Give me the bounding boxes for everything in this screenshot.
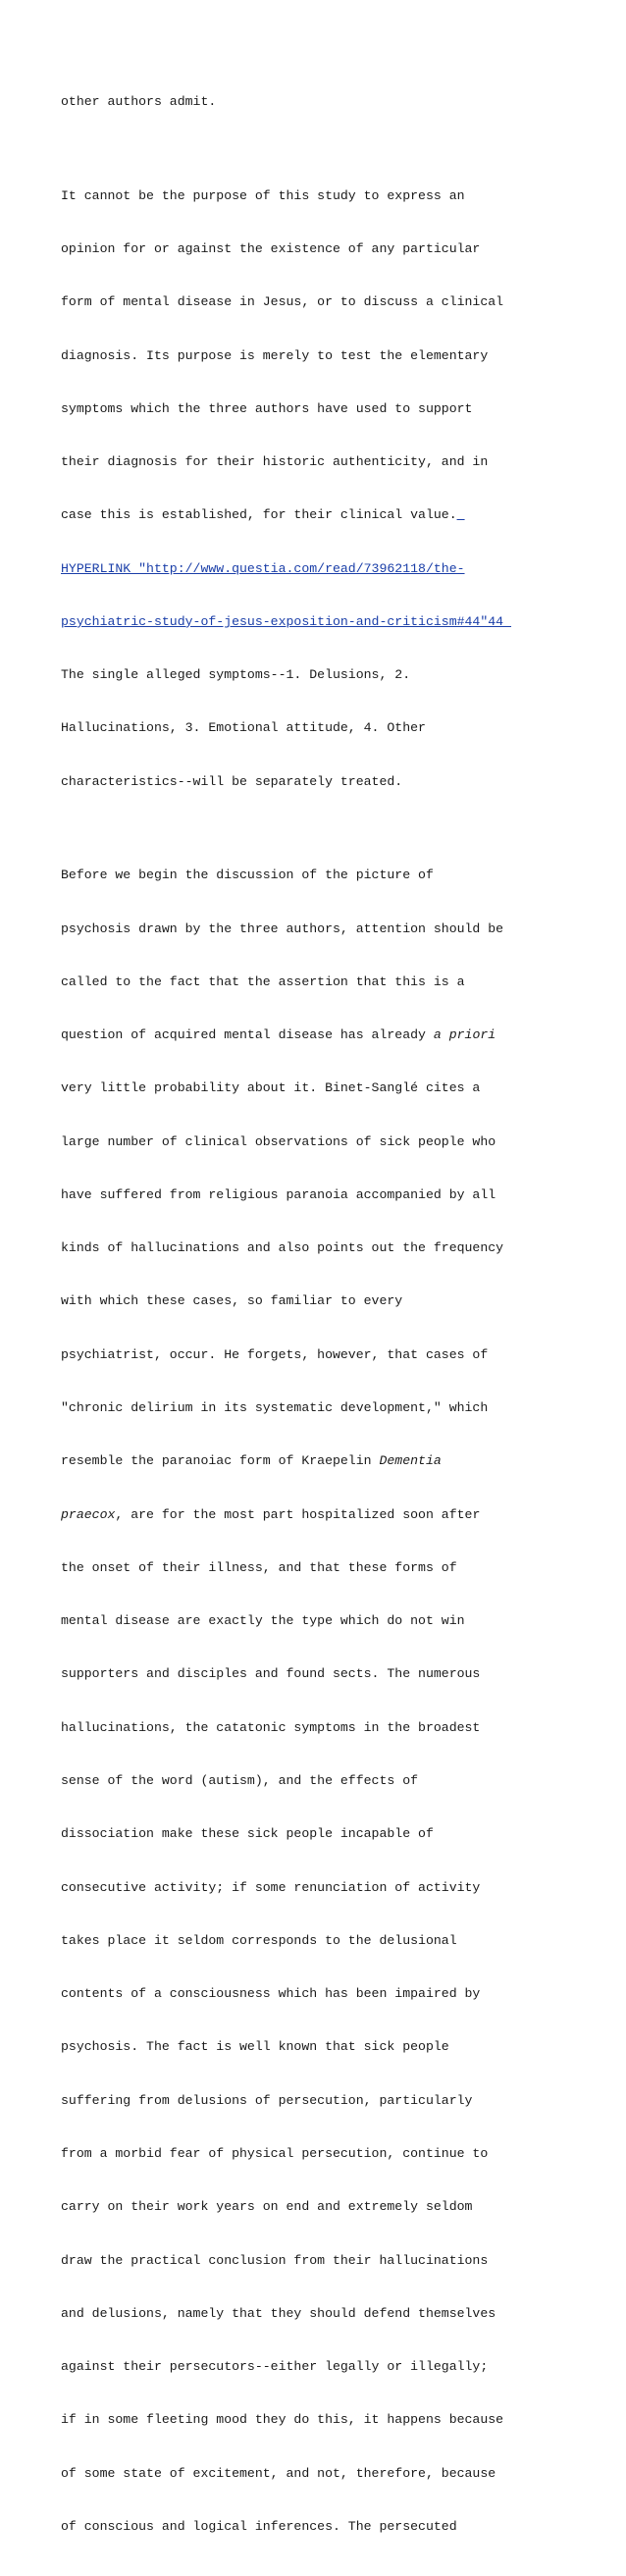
paragraph-2	[61, 831, 571, 2571]
text-line: sense of the word (autism), and the effects of	[61, 1773, 419, 1788]
text-line: Hallucinations, 3. Emotional attitude, 4. Other	[61, 720, 426, 736]
text-line	[61, 1452, 571, 1470]
paragraph-1	[61, 151, 571, 826]
text-line: symptoms which the three authors have used to support	[61, 400, 473, 416]
text-line	[61, 1506, 571, 1524]
text-line: from a morbid fear of physical persecution, continue to	[61, 2145, 489, 2161]
text-segment: case this is established, for their clinical value.	[61, 507, 457, 523]
text-line: psychosis drawn by the three authors, attention should be	[61, 920, 504, 936]
text-line: called to the fact that the assertion that this is a	[61, 973, 465, 989]
text-line: supporters and disciples and found sects. The numerous	[61, 1666, 481, 1682]
italic-term: praecox	[61, 1506, 116, 1522]
text-line: form of mental disease in Jesus, or to discuss a clinical	[61, 294, 504, 310]
hyperlink-line-2[interactable]: psychiatric-study-of-jesus-exposition-and-criticism#44"44_	[61, 613, 511, 629]
text-line: consecutive activity; if some renunciation of activity	[61, 1879, 481, 1895]
text-segment: resemble the paranoiac form of Kraepelin	[61, 1453, 380, 1469]
text-line: psychosis. The fact is well known that sick people	[61, 2039, 449, 2055]
text-line: their diagnosis for their historic authenticity, and in	[61, 454, 489, 470]
text-line: dissociation make these sick people incapable of	[61, 1826, 434, 1842]
paragraph-0	[61, 58, 571, 146]
text-line: characteristics--will be separately treated.	[61, 773, 403, 789]
hyperlink-anchor[interactable]: _	[456, 507, 465, 523]
text-line: have suffered from religious paranoia accompanied by all	[61, 1186, 496, 1202]
text-line: of some state of excitement, and not, therefore, because	[61, 2465, 496, 2481]
text-line: contents of a consciousness which has been impaired by	[61, 1986, 481, 2002]
text-line: opinion for or against the existence of any particular	[61, 240, 481, 256]
text-line: if in some fleeting mood they do this, it happens because	[61, 2412, 504, 2428]
text-line-with-link	[61, 506, 571, 524]
text-line: kinds of hallucinations and also points out the frequency	[61, 1240, 504, 1256]
text-line: The single alleged symptoms--1. Delusions, 2.	[61, 667, 411, 683]
hyperlink-line-1[interactable]: HYPERLINK "http://www.questia.com/read/73962118/the-	[61, 560, 465, 576]
text-line: diagnosis. Its purpose is merely to test the elementary	[61, 347, 489, 363]
text-line: carry on their work years on end and extremely seldom	[61, 2199, 473, 2215]
text-line: against their persecutors--either legally or illegally;	[61, 2359, 489, 2375]
text-line: of conscious and logical inferences. The persecuted	[61, 2518, 457, 2534]
text-line: with which these cases, so familiar to every	[61, 1293, 403, 1309]
text-line: takes place it seldom corresponds to the delusional	[61, 1932, 457, 1948]
text-line: "chronic delirium in its systematic development," which	[61, 1400, 489, 1416]
text-line: Before we begin the discussion of the picture of	[61, 867, 434, 883]
italic-term: a priori	[433, 1027, 496, 1043]
text-line: suffering from delusions of persecution, particularly	[61, 2092, 473, 2108]
text-line: very little probability about it. Binet-Sanglé cites a	[61, 1080, 481, 1096]
text-segment: , are for the most part hospitalized soon after	[115, 1506, 481, 1522]
text-line: and delusions, namely that they should defend themselves	[61, 2305, 496, 2321]
text-line: hallucinations, the catatonic symptoms in the broadest	[61, 1719, 481, 1735]
text-line: large number of clinical observations of sick people who	[61, 1133, 496, 1149]
document-page	[61, 58, 571, 2576]
text-segment: question of acquired mental disease has already	[61, 1027, 434, 1043]
italic-term: Dementia	[379, 1453, 442, 1469]
text-line	[61, 1026, 571, 1044]
text-line: the onset of their illness, and that these forms of	[61, 1559, 457, 1575]
text-line: other authors admit.	[61, 94, 217, 110]
text-line: psychiatrist, occur. He forgets, however, that cases of	[61, 1346, 489, 1362]
text-line: It cannot be the purpose of this study to express an	[61, 187, 465, 203]
text-line: mental disease are exactly the type which do not win	[61, 1613, 465, 1629]
text-line: draw the practical conclusion from their hallucinations	[61, 2252, 489, 2268]
